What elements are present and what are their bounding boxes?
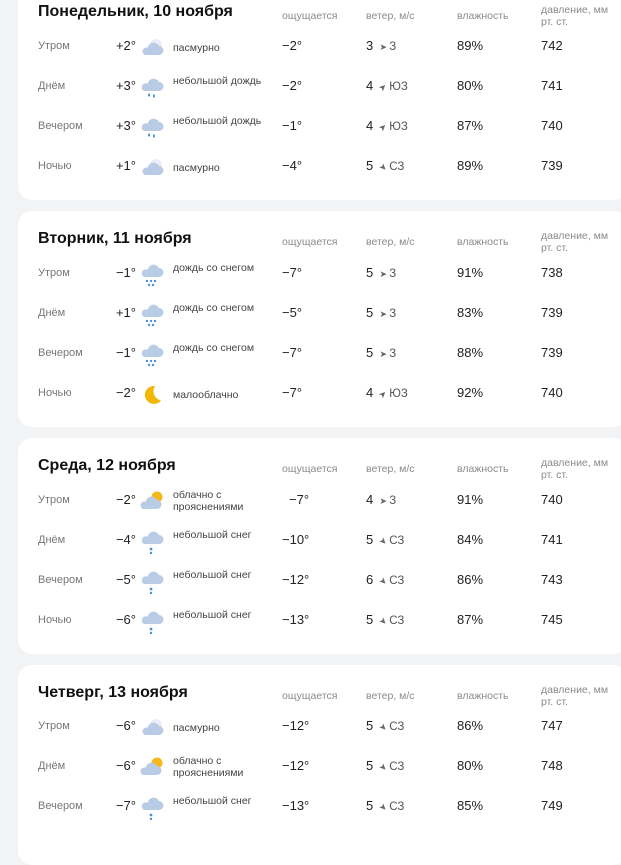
wind bbox=[366, 118, 408, 133]
light-snow-icon bbox=[138, 528, 166, 556]
wind-direction: З bbox=[389, 41, 397, 53]
light-snow-icon bbox=[138, 608, 166, 636]
humidity: 80% bbox=[457, 78, 484, 93]
pressure: 740 bbox=[541, 118, 563, 133]
wind-direction: СЗ bbox=[389, 615, 405, 627]
temperature: −7° bbox=[115, 798, 136, 813]
humidity: 92% bbox=[457, 385, 484, 400]
wind-direction-icon: ➤ bbox=[376, 120, 390, 134]
wind-direction-icon: ➤ bbox=[376, 80, 390, 94]
wind bbox=[366, 572, 404, 587]
wind-direction: ЮЗ bbox=[389, 81, 408, 93]
wind-direction: СЗ bbox=[389, 721, 405, 733]
day-title: Вторник, 11 ноября bbox=[38, 230, 192, 247]
forecast-row bbox=[18, 375, 621, 415]
forecast-row bbox=[18, 68, 621, 108]
humidity: 80% bbox=[457, 758, 484, 773]
forecast-row bbox=[18, 255, 621, 295]
period-label: Утром bbox=[38, 40, 70, 52]
feels-like: −7° bbox=[289, 492, 310, 507]
pressure: 742 bbox=[541, 38, 563, 53]
wind bbox=[366, 385, 408, 400]
forecast-row bbox=[18, 708, 621, 748]
condition-text: небольшой снег bbox=[173, 609, 252, 621]
feels-like: −5° bbox=[282, 305, 303, 320]
feels-like: −13° bbox=[282, 798, 310, 813]
feels-like: −2° bbox=[282, 38, 303, 53]
feels-like: −2° bbox=[282, 78, 303, 93]
humidity: 91% bbox=[457, 492, 484, 507]
wind bbox=[366, 78, 408, 93]
wind-direction: СЗ bbox=[389, 535, 405, 547]
feels-like: −1° bbox=[282, 118, 303, 133]
condition-text: дождь со снегом bbox=[173, 302, 255, 314]
temperature: +3° bbox=[115, 78, 136, 93]
forecast-row bbox=[18, 108, 621, 148]
condition-text: небольшой дождь bbox=[173, 75, 262, 87]
condition-text: пасмурно bbox=[173, 722, 220, 734]
temperature: +1° bbox=[115, 305, 136, 320]
period-label: Ночью bbox=[38, 387, 72, 399]
temperature: −1° bbox=[115, 265, 136, 280]
wind-direction-icon: ➤ bbox=[379, 269, 387, 279]
header-wind: ветер, м/с bbox=[366, 10, 415, 22]
condition-text: небольшой снег bbox=[173, 529, 252, 541]
wind-direction: ЮЗ bbox=[389, 388, 408, 400]
partly-cloudy-icon bbox=[138, 488, 166, 516]
humidity: 87% bbox=[457, 612, 484, 627]
day-title: Среда, 12 ноября bbox=[38, 457, 176, 474]
pressure: 741 bbox=[541, 78, 563, 93]
condition-text: облачно с прояснениями bbox=[173, 489, 244, 513]
light-rain-icon bbox=[138, 74, 166, 102]
wind-direction-icon: ➤ bbox=[377, 720, 390, 734]
moon-icon bbox=[138, 381, 166, 409]
pressure: 739 bbox=[541, 158, 563, 173]
humidity: 86% bbox=[457, 718, 484, 733]
pressure: 738 bbox=[541, 265, 563, 280]
wind bbox=[366, 38, 396, 53]
period-label: Вечером bbox=[38, 347, 83, 359]
light-snow-icon bbox=[138, 794, 166, 822]
wind-speed: 5 bbox=[366, 305, 374, 320]
day-title: Четверг, 13 ноября bbox=[38, 684, 188, 701]
period-label: Ночью bbox=[38, 160, 72, 172]
wind-speed: 4 bbox=[366, 118, 374, 133]
humidity: 88% bbox=[457, 345, 484, 360]
humidity: 89% bbox=[457, 158, 484, 173]
humidity: 86% bbox=[457, 572, 484, 587]
forecast-row bbox=[18, 482, 621, 522]
wind bbox=[366, 492, 396, 507]
feels-like: −7° bbox=[282, 345, 303, 360]
condition-text: облачно с прояснениями bbox=[173, 755, 244, 779]
forecast-row bbox=[18, 522, 621, 562]
forecast-row bbox=[18, 295, 621, 335]
header-wind: ветер, м/с bbox=[366, 690, 415, 702]
pressure: 745 bbox=[541, 612, 563, 627]
condition-text: дождь со снегом bbox=[173, 342, 255, 354]
wind-speed: 5 bbox=[366, 718, 374, 733]
temperature: −6° bbox=[115, 758, 136, 773]
condition-text: пасмурно bbox=[173, 42, 220, 54]
period-label: Днём bbox=[38, 80, 66, 92]
feels-like: −7° bbox=[282, 385, 303, 400]
header-humidity: влажность bbox=[457, 690, 509, 702]
wind bbox=[366, 532, 404, 547]
wind-direction-icon: ➤ bbox=[376, 387, 390, 401]
header-feels: ощущается bbox=[282, 236, 338, 248]
feels-like: −12° bbox=[282, 572, 310, 587]
forecast-row bbox=[18, 602, 621, 642]
temperature: +3° bbox=[115, 118, 136, 133]
pressure: 748 bbox=[541, 758, 563, 773]
period-label: Вечером bbox=[38, 800, 83, 812]
day-card bbox=[18, 0, 621, 200]
wind-direction-icon: ➤ bbox=[377, 760, 390, 774]
wind-direction-icon: ➤ bbox=[377, 160, 390, 174]
wind-direction-icon: ➤ bbox=[379, 42, 387, 52]
wind-speed: 5 bbox=[366, 265, 374, 280]
wind-speed: 4 bbox=[366, 492, 374, 507]
feels-like: −13° bbox=[282, 612, 310, 627]
period-label: Утром bbox=[38, 494, 70, 506]
day-card bbox=[18, 211, 621, 427]
pressure: 741 bbox=[541, 532, 563, 547]
temperature: −5° bbox=[115, 572, 136, 587]
period-label: Утром bbox=[38, 267, 70, 279]
wind-speed: 5 bbox=[366, 798, 374, 813]
header-wind: ветер, м/с bbox=[366, 236, 415, 248]
forecast-row bbox=[18, 562, 621, 602]
feels-like: −10° bbox=[282, 532, 310, 547]
wind bbox=[366, 305, 396, 320]
humidity: 84% bbox=[457, 532, 484, 547]
wind bbox=[366, 158, 404, 173]
condition-text: небольшой снег bbox=[173, 795, 252, 807]
header-humidity: влажность bbox=[457, 463, 509, 475]
condition-text: небольшой снег bbox=[173, 569, 252, 581]
wind-direction: З bbox=[389, 348, 397, 360]
wind-speed: 4 bbox=[366, 78, 374, 93]
header-feels: ощущается bbox=[282, 10, 338, 22]
wind bbox=[366, 798, 404, 813]
period-label: Днём bbox=[38, 760, 66, 772]
wind-direction-icon: ➤ bbox=[379, 309, 387, 319]
wind-direction-icon: ➤ bbox=[379, 496, 387, 506]
wind-direction-icon: ➤ bbox=[377, 800, 390, 814]
sleet-icon bbox=[138, 261, 166, 289]
light-rain-icon bbox=[138, 114, 166, 142]
condition-text: дождь со снегом bbox=[173, 262, 255, 274]
wind-direction: СЗ bbox=[389, 801, 405, 813]
overcast-icon bbox=[138, 154, 166, 182]
wind-direction-icon: ➤ bbox=[379, 349, 387, 359]
header-pressure: давление, мм рт. ст. bbox=[541, 457, 609, 481]
condition-text: небольшой дождь bbox=[173, 115, 262, 127]
wind-speed: 4 bbox=[366, 385, 374, 400]
sleet-icon bbox=[138, 301, 166, 329]
humidity: 91% bbox=[457, 265, 484, 280]
forecast-row bbox=[18, 28, 621, 68]
header-pressure: давление, мм рт. ст. bbox=[541, 684, 609, 708]
overcast-icon bbox=[138, 714, 166, 742]
pressure: 749 bbox=[541, 798, 563, 813]
wind-direction: ЮЗ bbox=[389, 121, 408, 133]
pressure: 740 bbox=[541, 385, 563, 400]
period-label: Днём bbox=[38, 307, 66, 319]
wind bbox=[366, 345, 396, 360]
temperature: −2° bbox=[115, 492, 136, 507]
wind-speed: 6 bbox=[366, 572, 374, 587]
humidity: 85% bbox=[457, 798, 484, 813]
forecast-row bbox=[18, 748, 621, 788]
wind-speed: 5 bbox=[366, 532, 374, 547]
condition-text: пасмурно bbox=[173, 162, 220, 174]
overcast-icon bbox=[138, 34, 166, 62]
condition-text: малооблачно bbox=[173, 389, 239, 401]
pressure: 739 bbox=[541, 345, 563, 360]
header-humidity: влажность bbox=[457, 236, 509, 248]
wind bbox=[366, 718, 404, 733]
wind-speed: 5 bbox=[366, 758, 374, 773]
header-feels: ощущается bbox=[282, 463, 338, 475]
temperature: +1° bbox=[115, 158, 136, 173]
pressure: 739 bbox=[541, 305, 563, 320]
period-label: Ночью bbox=[38, 614, 72, 626]
pressure: 743 bbox=[541, 572, 563, 587]
wind bbox=[366, 758, 404, 773]
header-pressure: давление, мм рт. ст. bbox=[541, 4, 609, 28]
feels-like: −12° bbox=[282, 758, 310, 773]
period-label: Вечером bbox=[38, 120, 83, 132]
wind-speed: 3 bbox=[366, 38, 374, 53]
temperature: −4° bbox=[115, 532, 136, 547]
period-label: Утром bbox=[38, 720, 70, 732]
forecast-row bbox=[18, 335, 621, 375]
day-title: Понедельник, 10 ноября bbox=[38, 3, 233, 20]
header-wind: ветер, м/с bbox=[366, 463, 415, 475]
wind-direction: СЗ bbox=[389, 161, 405, 173]
sleet-icon bbox=[138, 341, 166, 369]
header-humidity: влажность bbox=[457, 10, 509, 22]
header-pressure: давление, мм рт. ст. bbox=[541, 230, 609, 254]
wind-direction: СЗ bbox=[389, 761, 405, 773]
header-feels: ощущается bbox=[282, 690, 338, 702]
pressure: 740 bbox=[541, 492, 563, 507]
wind-direction-icon: ➤ bbox=[377, 614, 390, 628]
pressure: 747 bbox=[541, 718, 563, 733]
humidity: 89% bbox=[457, 38, 484, 53]
wind bbox=[366, 612, 404, 627]
wind-direction: З bbox=[389, 308, 397, 320]
period-label: Вечером bbox=[38, 574, 83, 586]
feels-like: −4° bbox=[282, 158, 303, 173]
forecast-row bbox=[18, 788, 621, 828]
wind-speed: 5 bbox=[366, 345, 374, 360]
partly-cloudy-icon bbox=[138, 754, 166, 782]
feels-like: −7° bbox=[282, 265, 303, 280]
light-snow-icon bbox=[138, 568, 166, 596]
wind-speed: 5 bbox=[366, 158, 374, 173]
temperature: +2° bbox=[115, 38, 136, 53]
wind bbox=[366, 265, 396, 280]
wind-direction: З bbox=[389, 268, 397, 280]
day-card bbox=[18, 438, 621, 654]
humidity: 87% bbox=[457, 118, 484, 133]
temperature: −1° bbox=[115, 345, 136, 360]
humidity: 83% bbox=[457, 305, 484, 320]
temperature: −6° bbox=[115, 612, 136, 627]
day-card bbox=[18, 665, 621, 865]
forecast-row bbox=[18, 148, 621, 188]
temperature: −6° bbox=[115, 718, 136, 733]
temperature: −2° bbox=[115, 385, 136, 400]
wind-direction: З bbox=[389, 495, 397, 507]
wind-speed: 5 bbox=[366, 612, 374, 627]
wind-direction-icon: ➤ bbox=[377, 534, 390, 548]
feels-like: −12° bbox=[282, 718, 310, 733]
wind-direction-icon: ➤ bbox=[377, 574, 390, 588]
period-label: Днём bbox=[38, 534, 66, 546]
wind-direction: СЗ bbox=[389, 575, 405, 587]
